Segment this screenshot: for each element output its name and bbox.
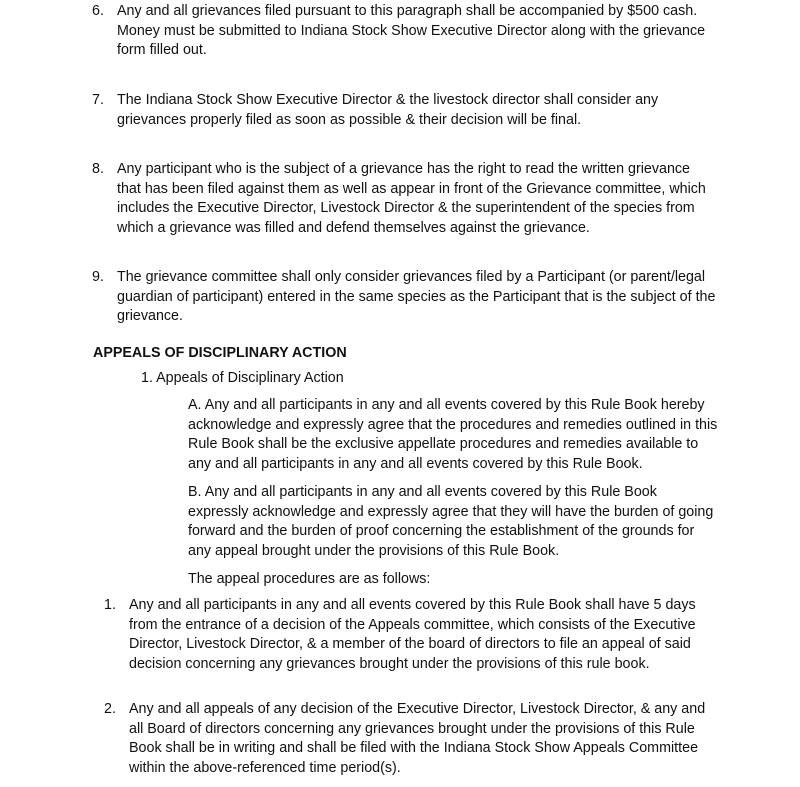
section-heading: APPEALS OF DISCIPLINARY ACTION [93, 345, 347, 361]
list-text: The grievance committee shall only consider grievances filed by a Participant (or parent/legal guardian of participant) entered in the same species as the Participant that is the subject of the grievance. [117, 269, 716, 325]
list-number: 2. [104, 701, 116, 717]
list-number: 8. [92, 161, 104, 177]
subsection-heading: 1. Appeals of Disciplinary Action [141, 370, 344, 386]
list-text: The Indiana Stock Show Executive Director & the livestock director shall consider any grievances properly filed as soon as possible & their decision will be final. [117, 92, 659, 128]
list-text: Any and all grievances filed pursuant to this paragraph shall be accompanied by $500 cash. Money must be submitted to Indiana Stock Show Executive Director along with the grievance form filled out. [117, 3, 706, 59]
list-number: 9. [92, 269, 104, 285]
paragraph-b: B. Any and all participants in any and all events covered by this Rule Book expressly acknowledge and expressly agree that they will have the burden of going forward and the burden of proof concerning the establishment of the grounds for any appeal brought under the provisions of this Rule Book. [188, 484, 714, 559]
list-text: Any participant who is the subject of a grievance has the right to read the written grievance that has been filed against them as well as appear in front of the Grievance committee, which includes the Executive Director, Livestock Director & the superintendent of the species from which a grievance was filled and defend themselves against the grievance. [117, 161, 706, 236]
list-text: Any and all appeals of any decision of the Executive Director, Livestock Director, & any and all Board of directors concerning any grievances brought under the provisions of this Rule Book shall be in writing and shall be filed with the Indiana Stock Show Appeals Committee within the above-referenced time period(s). [129, 701, 706, 776]
paragraph-a: A. Any and all participants in any and all events covered by this Rule Book hereby acknowledge and expressly agree that the procedures and remedies outlined in this Rule Book shall be the exclusive appellate procedures and remedies available to any and all participants in any and all events covered by this Rule Book. [188, 397, 718, 472]
list-text: Any and all participants in any and all events covered by this Rule Book shall have 5 days from the entrance of a decision of the Appeals committee, which consists of the Executive Director, Livestock Director, & a member of the board of directors to file an appeal of said decision concerning any grievances brought under the provisions of this rule book. [129, 597, 696, 672]
list-number: 1. [104, 597, 116, 613]
list-number: 7. [92, 92, 104, 108]
list-number: 6. [92, 3, 104, 19]
procedures-intro: The appeal procedures are as follows: [188, 571, 431, 587]
